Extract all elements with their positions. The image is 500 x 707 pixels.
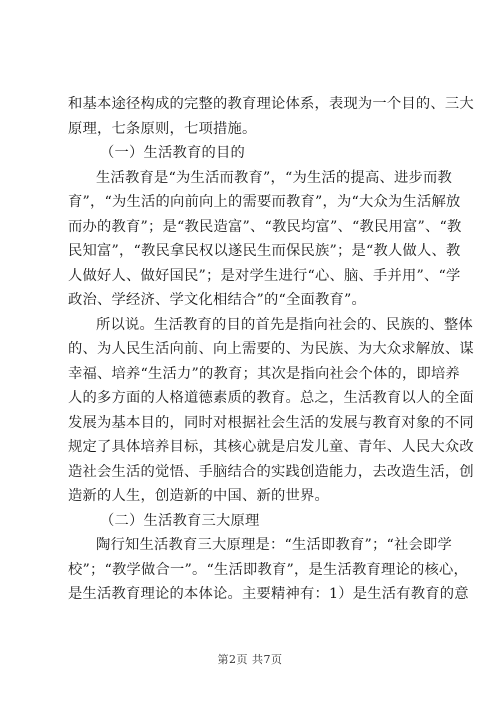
paragraph-line: 民知富”，“教民拿民权以遂民生而保民族”；是“教人做人、教 xyxy=(68,243,461,259)
paragraph-line: 幸福、培养“生活力”的教育；其次是指向社会个体的，即培养 xyxy=(68,365,460,382)
paragraph-line: 规定了具体培养目标，其核心就是启发儿童、青年、人民大众改 xyxy=(68,439,474,455)
paragraph-line: 校”；“教学做合一”。“生活即教育”，是生活教育理论的核心， xyxy=(68,561,468,578)
paragraph-line: 陶行知生活教育三大原理是：“生活即教育”；“社会即学 xyxy=(96,537,452,553)
section-heading-purpose: （一）生活教育的目的 xyxy=(100,145,245,161)
paragraph-line: 原理，七条原则，七项措施。 xyxy=(68,120,257,137)
paragraph-line: 育”，“为生活的向前向上的需要而教育”，为“大众为生活解放 xyxy=(68,194,461,210)
paragraph-line: 政治、学经济、学文化相结合”的“全面教育”。 xyxy=(68,292,366,308)
paragraph-line: 和基本途径构成的完整的教育理论体系，表现为一个目的、三大 xyxy=(68,96,474,112)
page-number-footer: 第2页 共7页 xyxy=(217,653,283,666)
paragraph-line: 所以说。生活教育的目的首先是指向社会的、民族的、整体 xyxy=(96,316,473,333)
paragraph-line: 的、为人民生活向前、向上需要的、为民族、为大众求解放、谋 xyxy=(68,341,474,357)
paragraph-line: 人的多方面的人格道德素质的教育。总之，生活教育以人的全面 xyxy=(68,390,474,406)
document-body xyxy=(68,92,474,607)
paragraph-line: 造新的人生，创造新的中国、新的世界。 xyxy=(68,488,329,504)
paragraph-line: 是生活教育理论的本体论。主要精神有：1）是生活有教育的意 xyxy=(68,586,469,602)
paragraph-line: 而办的教育”；是“教民造富”、“教民均富”、“教民用富”、“教 xyxy=(68,218,462,235)
section-heading-principles: （二）生活教育三大原理 xyxy=(100,512,260,529)
paragraph-line: 人做好人、做好国民”；是对学生进行“心、脑、手并用”、“学 xyxy=(68,267,461,284)
paragraph-line: 造社会生活的觉悟、手脑结合的实践创造能力，去改造生活，创 xyxy=(68,463,474,480)
paragraph-line: 发展为基本目的，同时对根据社会生活的发展与教育对象的不同 xyxy=(68,414,474,431)
paragraph-line: 生活教育是“为生活而教育”，“为生活的提高、进步而教 xyxy=(96,169,452,186)
